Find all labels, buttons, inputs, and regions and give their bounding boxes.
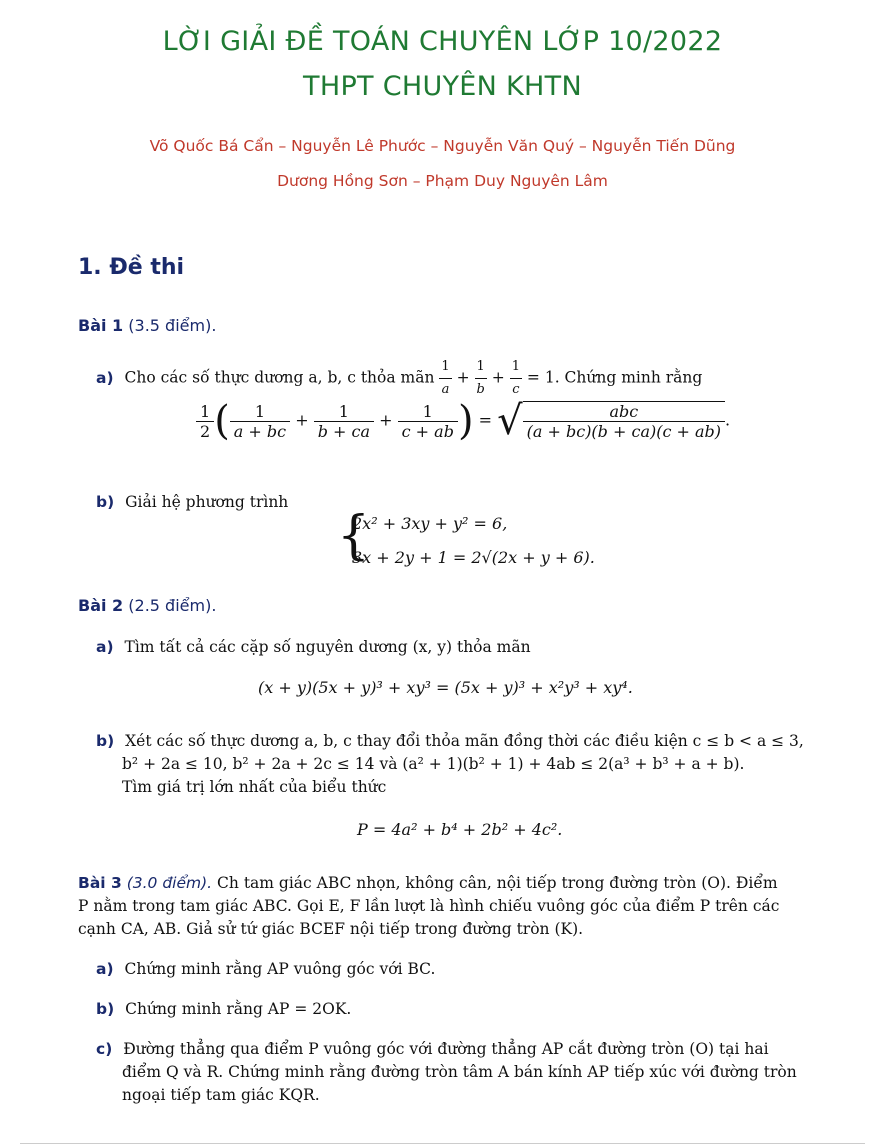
problem-2-points: (2.5 điểm).	[128, 596, 217, 615]
authors-line-2: Dương Hồng Sơn – Phạm Duy Nguyên Lâm	[277, 172, 608, 190]
system-eq-1: 2x² + 3xy + y² = 6,	[352, 514, 508, 533]
problem-3b-text: Chứng minh rằng AP = 2OK.	[125, 1000, 352, 1018]
fraction: $\frac{1}{b}$	[475, 356, 487, 401]
problem-2-title: Bài 2	[78, 596, 124, 615]
part-label: b)	[96, 493, 115, 511]
problem-3-text-2: P nằm trong tam giác ABC. Gọi E, F lần lượt là hình chiếu vuông góc của điểm P trên các	[78, 897, 780, 915]
problem-3-title: Bài 3	[78, 874, 122, 892]
problem-2b	[96, 730, 804, 752]
problem-2a	[96, 636, 531, 658]
problem-3-text-1: Ch tam giác ABC nhọn, không cân, nội tiếp trong đường tròn (O). Điểm	[217, 874, 778, 892]
problem-3b	[96, 998, 351, 1020]
fraction: $\frac{1}{c}$	[510, 356, 522, 401]
problem-3c-text-3: ngoại tiếp tam giác KQR.	[122, 1086, 320, 1104]
problem-3a	[96, 958, 435, 980]
problem-3-text-3: cạnh CA, AB. Giả sử tứ giác BCEF nội tiếp trong đường tròn (K).	[78, 920, 584, 938]
problem-2b-text-3: Tìm giá trị lớn nhất của biểu thức	[122, 778, 387, 796]
page-bottom-rule	[20, 1143, 865, 1144]
problem-1a-equation: $\frac{1}{2}$ ( $\frac{1}{a + bc}$ + $\frac{1}{b + ca}$ + $\frac{1}{c + ab}$ ) = √ $\frac{\text{abc}}{(a + bc)(b + ca)(c + ab)}$ .	[196, 398, 730, 444]
problem-3	[78, 872, 848, 894]
problem-2b-text-1: Xét các số thực dương a, b, c thay đổi thỏa mãn đồng thời các điều kiện c ≤ b < a ≤ 3,	[125, 732, 804, 750]
problem-1a: a) Cho các số thực dương a, b, c thỏa mãn $\frac{1}{a}$ + $\frac{1}{b}$ + $\frac{1}{c}$ = 1. Chứng minh rằng	[96, 356, 702, 401]
problem-1-points: (3.5 điểm).	[128, 316, 217, 335]
part-label: a)	[96, 960, 114, 978]
problem-1-title: Bài 1	[78, 316, 124, 335]
problem-3c-text-2: điểm Q và R. Chứng minh rằng đường tròn tâm A bán kính AP tiếp xúc với đường tròn	[122, 1063, 797, 1081]
document-subtitle: THPT CHUYÊN KHTN	[303, 71, 582, 102]
problem-2a-text: Tìm tất cả các cặp số nguyên dương (x, y) thỏa mãn	[124, 638, 531, 656]
fraction: $\frac{1}{a}$	[439, 356, 451, 401]
section-heading: 1. Đề thi	[78, 255, 185, 280]
document-title: LỜI GIẢI ĐỀ TOÁN CHUYÊN LỚP 10/2022	[162, 26, 723, 57]
problem-3c-text-1: Đường thẳng qua điểm P vuông góc với đường thẳng AP cắt đường tròn (O) tại hai	[123, 1040, 769, 1058]
problem-1-heading	[78, 316, 216, 335]
problem-3a-text: Chứng minh rằng AP vuông góc với BC.	[124, 960, 436, 978]
part-label: c)	[96, 1040, 113, 1058]
system-eq-2: 3x + 2y + 1 = 2√(2x + y + 6).	[352, 548, 595, 567]
problem-2a-equation: (x + y)(5x + y)³ + xy³ = (5x + y)³ + x²y³ + xy⁴.	[258, 678, 633, 697]
part-label: a)	[96, 638, 114, 656]
problem-2-heading	[78, 596, 216, 615]
part-label: b)	[96, 1000, 115, 1018]
part-label: a)	[96, 368, 114, 387]
problem-1b-text: Giải hệ phương trình	[125, 493, 289, 511]
system-brace: {	[337, 506, 371, 566]
authors-line-1: Võ Quốc Bá Cẩn – Nguyễn Lê Phước – Nguyễn Văn Quý – Nguyễn Tiến Dũng	[149, 137, 736, 155]
problem-3c	[96, 1038, 769, 1060]
part-label: b)	[96, 732, 115, 750]
problem-2b-text-2: b² + 2a ≤ 10, b² + 2a + 2c ≤ 14 và (a² + 1)(b² + 1) + 4ab ≤ 2(a³ + b³ + a + b).	[122, 755, 745, 773]
problem-3-points: (3.0 điểm).	[126, 874, 213, 892]
problem-1a-text: Cho các số thực dương a, b, c thỏa mãn	[124, 368, 435, 387]
problem-1a-tail: = 1. Chứng minh rằng	[526, 368, 703, 387]
problem-2b-equation: P = 4a² + b⁴ + 2b² + 4c².	[357, 820, 563, 839]
problem-1b	[96, 491, 288, 513]
